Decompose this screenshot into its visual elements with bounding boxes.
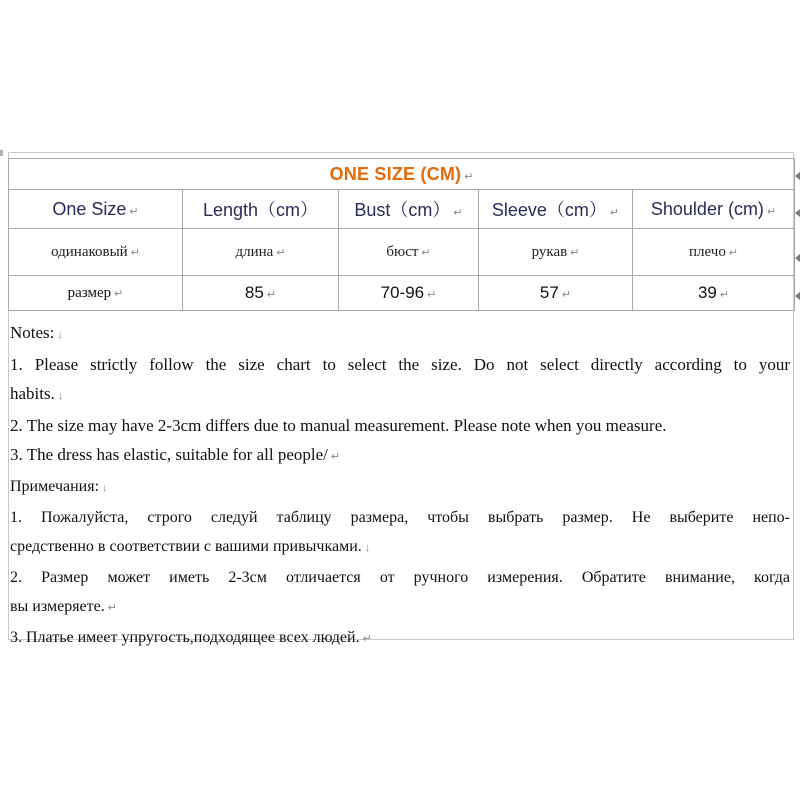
paragraph-mark-icon: ↵ — [609, 207, 620, 219]
paragraph-mark-icon: ↵ — [107, 602, 117, 614]
row-end-mark — [795, 172, 800, 180]
paragraph-mark-icon: ↵ — [570, 246, 580, 259]
paragraph-mark-icon: ↵ — [266, 289, 277, 301]
value-cell: 57 ↵ — [479, 276, 633, 311]
table-title: ONE SIZE (CM) — [329, 163, 462, 184]
notes-heading: Notes: ↓ — [10, 323, 63, 342]
note-line-ru: 1. Пожалуйста, строго следуй таблицу размера, чтобы выбрать размер. Не выберите непо- — [10, 509, 790, 526]
note-line-ru: 2. Размер может иметь 2-3см отличается от ручного измерения. Обратите внимание, когда — [10, 569, 790, 586]
paragraph-mark-icon: ↵ — [464, 170, 474, 183]
header-cell: One Size ↵ — [9, 190, 183, 229]
ru-header-cell: плечо ↵ — [633, 229, 795, 276]
paragraph-mark-icon: ↵ — [719, 289, 730, 301]
notes-heading-ru: Примечания: ↓ — [10, 478, 108, 495]
paragraph-mark-icon: ↵ — [276, 246, 286, 259]
paragraph-mark-icon: ↵ — [427, 289, 437, 301]
table-title-row — [9, 159, 795, 190]
header-cell: Bust（cm） ↵ — [339, 190, 479, 229]
russian-header-row — [9, 229, 795, 276]
notes-section — [10, 318, 790, 654]
ru-header-cell: бюст ↵ — [339, 229, 479, 276]
paragraph-mark-icon: ↵ — [421, 246, 431, 259]
line-break-icon: ↓ — [57, 329, 63, 341]
ru-header-cell: рукав ↵ — [479, 229, 633, 276]
line-break-icon: ↓ — [364, 542, 371, 554]
ru-header-cell: длина ↵ — [183, 229, 339, 276]
row-end-mark — [795, 254, 800, 262]
paragraph-mark-icon: ↵ — [453, 207, 463, 219]
row-end-mark — [795, 209, 800, 217]
paragraph-mark-icon: ↵ — [130, 246, 140, 259]
left-edge-mark — [0, 150, 3, 156]
note-line-ru: 3. Платье имеет упругость,подходящее всех людей. ↵ — [10, 629, 372, 646]
paragraph-mark-icon: ↵ — [561, 289, 572, 301]
header-cell: Sleeve（cm） ↵ — [479, 190, 633, 229]
paragraph-mark-icon: ↵ — [766, 205, 777, 218]
paragraph-mark-icon: ↵ — [728, 246, 739, 259]
value-cell: 85 ↵ — [183, 276, 339, 311]
value-row — [9, 276, 795, 311]
size-table — [8, 158, 795, 311]
paragraph-mark-icon: ↵ — [330, 451, 341, 463]
value-cell: 39 ↵ — [633, 276, 795, 311]
line-break-icon: ↓ — [57, 390, 64, 402]
note-line-ru: вы измеряете. ↵ — [10, 598, 117, 615]
ru-header-cell: одинаковый ↵ — [9, 229, 183, 276]
line-break-icon: ↓ — [102, 482, 108, 494]
value-cell: 70-96 ↵ — [339, 276, 479, 311]
paragraph-mark-icon: ↵ — [114, 287, 124, 300]
note-line: 1. Please strictly follow the size chart to select the size. Do not select directly according to your — [10, 355, 790, 374]
paragraph-mark-icon: ↵ — [129, 205, 139, 218]
header-row — [9, 190, 795, 229]
header-cell: Length（cm） — [183, 190, 339, 229]
note-line-ru: средственно в соответствии с вашими привычками. ↓ — [10, 538, 371, 555]
note-line: 2. The size may have 2-3cm differs due to manual measurement. Please note when you measure. — [10, 416, 667, 435]
paragraph-mark-icon: ↵ — [362, 633, 372, 645]
row-end-mark — [795, 292, 800, 300]
note-line: 3. The dress has elastic, suitable for all people/ ↵ — [10, 445, 341, 464]
header-cell: Shoulder (cm) ↵ — [633, 190, 795, 229]
row-label-cell: размер ↵ — [9, 276, 183, 311]
note-line: habits. ↓ — [10, 384, 64, 403]
